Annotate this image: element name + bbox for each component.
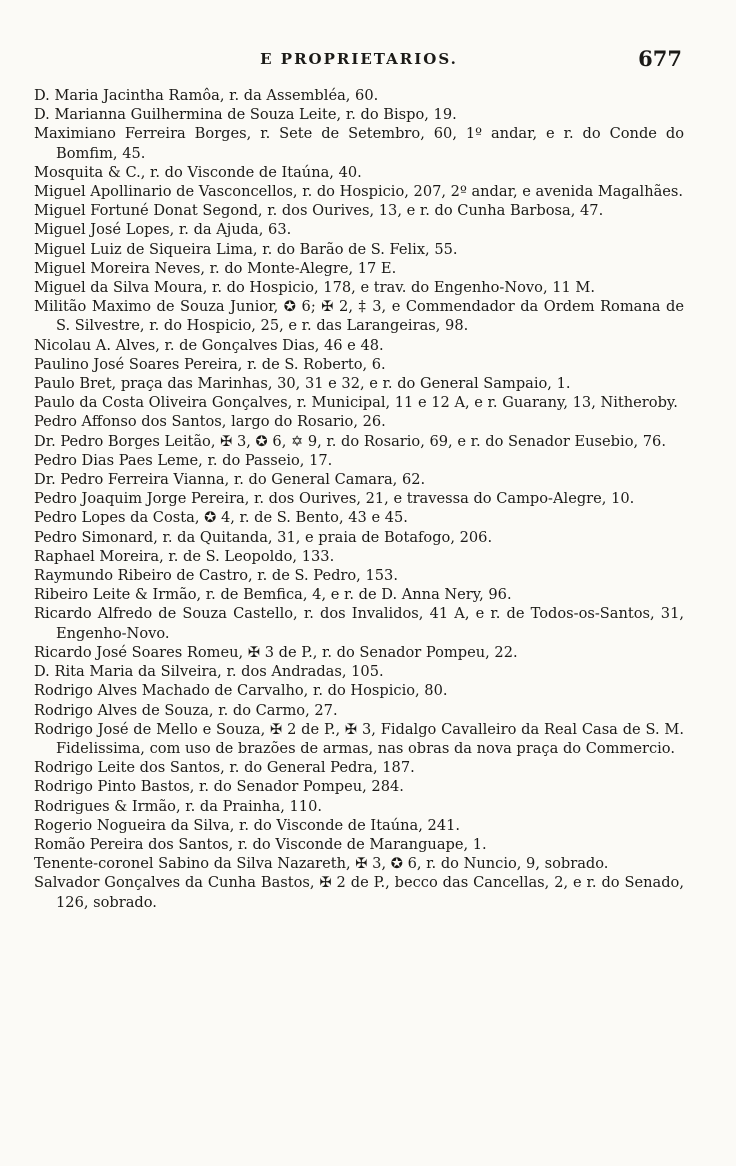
directory-entry: Mosquita & C., r. do Visconde de Itaúna, 40. [34,163,362,181]
directory-entry: Miguel Moreira Neves, r. do Monte-Alegre, 17 E. [34,259,397,277]
directory-entry: Miguel Fortuné Donat Segond, r. dos Ourives, 13, e r. do Cunha Barbosa, 47. [34,202,604,220]
directory-entry: Romão Pereira dos Santos, r. do Visconde de Maranguape, 1. [34,835,487,853]
directory-entry: Miguel Luiz de Siqueira Lima, r. do Barão de S. Felix, 55. [34,240,458,258]
page-header [36,46,682,76]
directory-entry: Rodrigo Alves de Souza, r. do Carmo, 27. [34,701,338,719]
directory-entry: Raymundo Ribeiro de Castro, r. de S. Pedro, 153. [34,567,398,585]
directory-entry: Maximiano Ferreira Borges, r. Sete de Setembro, 60, 1º andar, e r. do Conde do Bomfim, 45. [34,125,684,162]
directory-entry: Rodrigo Leite dos Santos, r. do General Pedra, 187. [34,759,415,777]
directory-entry: D. Maria Jacintha Ramôa, r. da Assembléa, 60. [34,87,379,104]
directory-entry: Pedro Joaquim Jorge Pereira, r. dos Ourives, 21, e travessa do Campo-Alegre, 10. [34,490,635,508]
directory-entry: Ricardo José Soares Romeu, ✠ 3 de P., r. do Senador Pompeu, 22. [34,643,518,661]
directory-entry: Miguel da Silva Moura, r. do Hospicio, 178, e trav. do Engenho-Novo, 11 M. [34,279,596,297]
directory-entry: Militão Maximo de Souza Junior, ✪ 6; ✠ 2, ‡ 3, e Commendador da Ordem Romana de S. Silvestre, r. do Hospicio, 25, e r. das Larangeiras, 98. [34,298,684,335]
directory-entry: Paulino José Soares Pereira, r. de S. Roberto, 6. [34,355,386,373]
directory-entry: Dr. Pedro Borges Leitão, ✠ 3, ✪ 6, ✡ 9, r. do Rosario, 69, e r. do Senador Eusebio, 76. [34,432,666,450]
directory-entry: Ricardo Alfredo de Souza Castello, r. dos Invalidos, 41 A, e r. de Todos-os-Santos, 31, Engenho-Novo. [34,605,684,642]
directory-entry: Rodrigues & Irmão, r. da Prainha, 110. [34,797,323,815]
directory-entry: Paulo Bret, praça das Marinhas, 30, 31 e 32, e r. do General Sampaio, 1. [34,375,571,393]
directory-entry: Rodrigo José de Mello e Souza, ✠ 2 de P., ✠ 3, Fidalgo Cavalleiro da Real Casa de S. M. Fidelissima, com uso de brazões de armas, nas obras da nova praça do Commercio. [34,720,684,757]
directory-entry: Pedro Dias Paes Leme, r. do Passeio, 17. [34,451,333,469]
directory-entry: Pedro Simonard, r. da Quitanda, 31, e praia de Botafogo, 206. [34,528,493,546]
directory-list [34,86,684,912]
directory-entry: Paulo da Costa Oliveira Gonçalves, r. Municipal, 11 e 12 A, e r. Guarany, 13, Nitheroby. [34,394,678,412]
directory-entry: Ribeiro Leite & Irmão, r. de Bemfica, 4, e r. de D. Anna Nery, 96. [34,586,512,604]
directory-entry: Miguel José Lopes, r. da Ajuda, 63. [34,221,292,239]
directory-entry: Rodrigo Pinto Bastos, r. do Senador Pompeu, 284. [34,778,404,796]
page-number: 677 [638,46,682,71]
directory-entry: Pedro Affonso dos Santos, largo do Rosario, 26. [34,413,386,431]
directory-entry: Raphael Moreira, r. de S. Leopoldo, 133. [34,547,335,565]
directory-entry: Nicolau A. Alves, r. de Gonçalves Dias, 46 e 48. [34,336,384,354]
directory-entry: Pedro Lopes da Costa, ✪ 4, r. de S. Bento, 43 e 45. [34,509,408,527]
directory-entry: Miguel Apollinario de Vasconcellos, r. do Hospicio, 207, 2º andar, e avenida Magalhães. [34,183,684,201]
directory-entry: Salvador Gonçalves da Cunha Bastos, ✠ 2 de P., becco das Cancellas, 2, e r. do Senado, 126, sobrado. [34,874,684,911]
directory-entry: Tenente-coronel Sabino da Silva Nazareth, ✠ 3, ✪ 6, r. do Nuncio, 9, sobrado. [34,855,609,873]
directory-entry: D. Marianna Guilhermina de Souza Leite, r. do Bispo, 19. [34,106,457,124]
running-head: E PROPRIETARIOS. [260,50,458,68]
directory-entry: Rodrigo Alves Machado de Carvalho, r. do Hospicio, 80. [34,682,448,700]
directory-entry: D. Rita Maria da Silveira, r. dos Andradas, 105. [34,663,384,681]
directory-entry: Dr. Pedro Ferreira Vianna, r. do General Camara, 62. [34,471,426,489]
directory-entry: Rogerio Nogueira da Silva, r. do Visconde de Itaúna, 241. [34,816,461,834]
